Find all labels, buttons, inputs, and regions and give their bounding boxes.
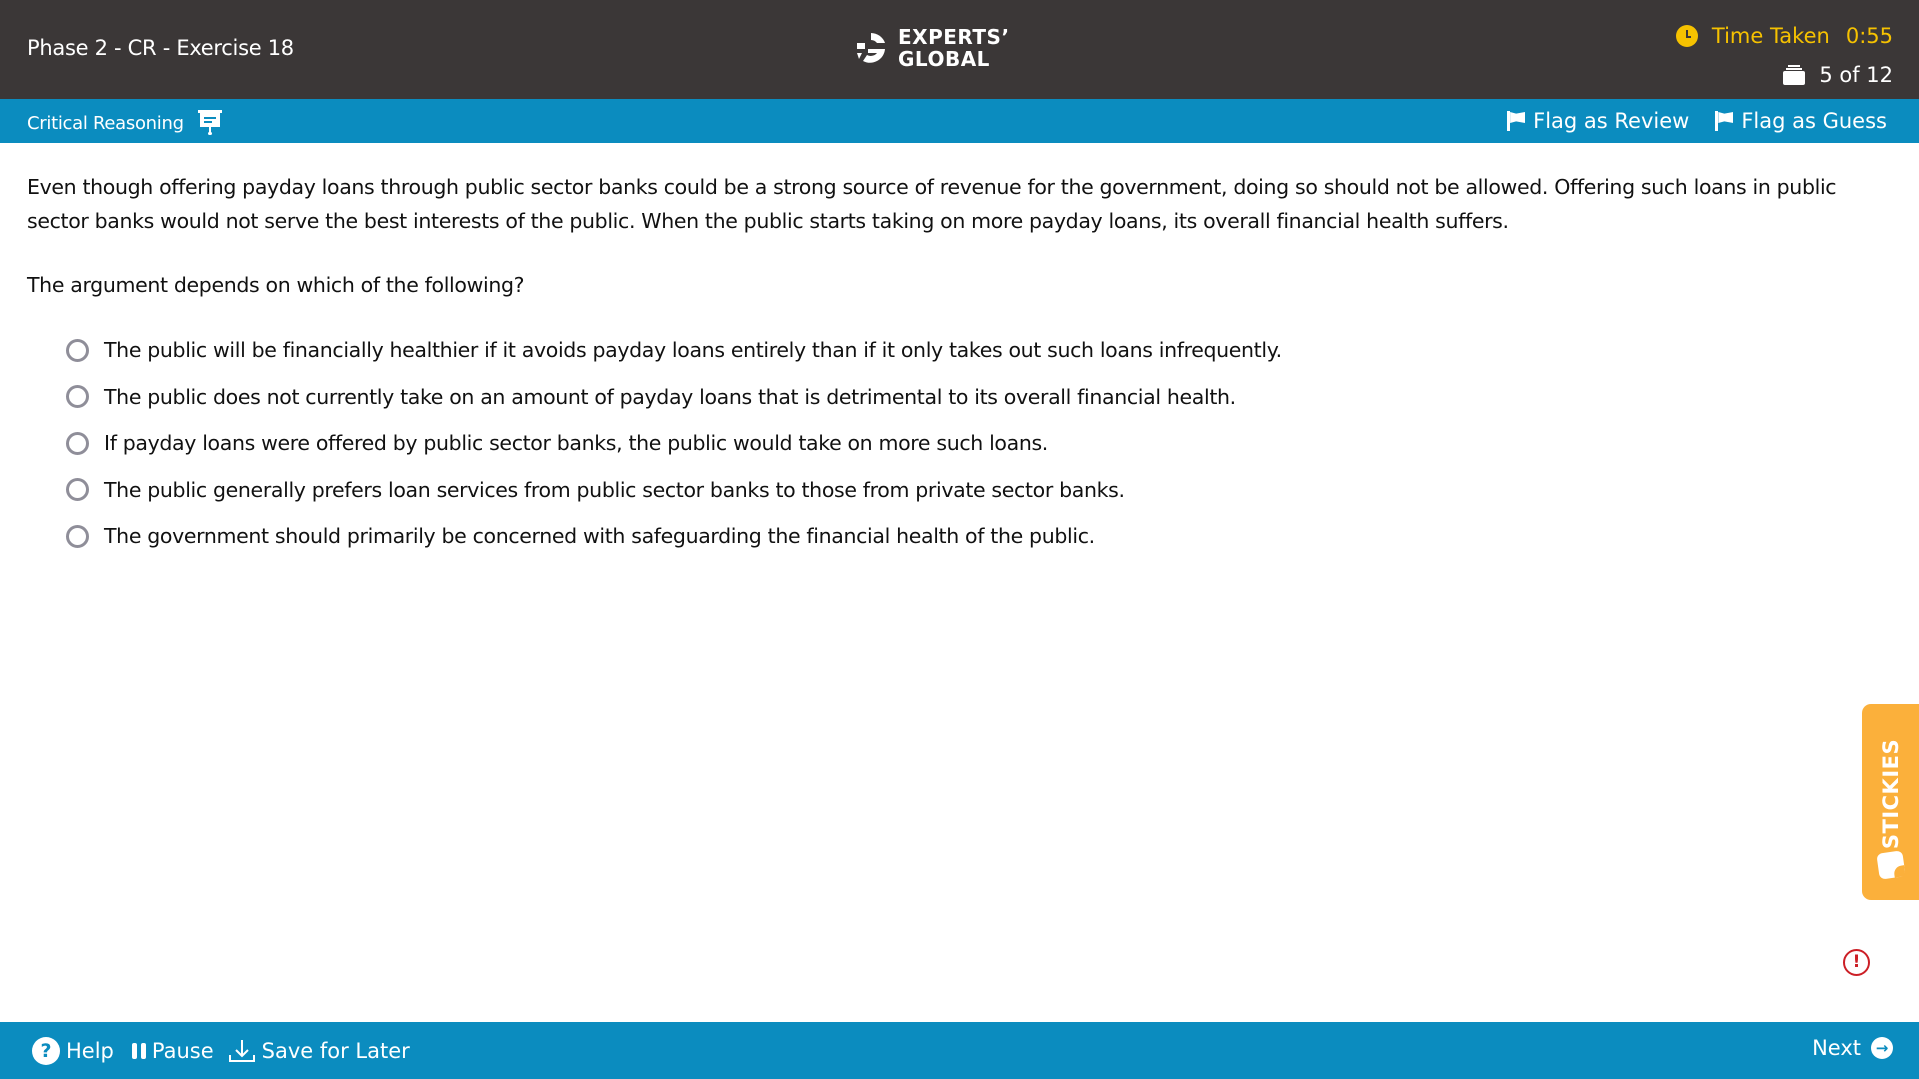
flag-icon [1715,111,1733,131]
top-header [0,0,1919,99]
pause-label: Pause [151,1039,214,1063]
answer-option-text: The public will be financially healthier if it avoids payday loans entirely than if it only takes out such loans infrequently. [104,338,1282,363]
report-error-icon[interactable]: ! [1843,949,1870,976]
question-counter [1783,63,1893,87]
section-name: Critical Reasoning [27,112,184,134]
flag-icon [1507,111,1525,131]
flag-as-guess-button[interactable] [1715,109,1887,133]
clock-icon [1676,25,1698,47]
flag-as-guess-label: Flag as Guess [1741,109,1887,133]
help-label: Help [66,1039,114,1063]
answer-option-text: If payday loans were offered by public sector banks, the public would take on more such loans. [104,431,1048,456]
logo-mark-icon [854,30,888,66]
answer-option-text: The public generally prefers loan services from public sector banks to those from private sector banks. [104,477,1125,502]
radio-button[interactable] [66,385,89,408]
help-button[interactable] [32,1037,114,1065]
answer-options [66,327,1282,560]
answer-option-d[interactable] [66,467,1282,514]
save-for-later-label: Save for Later [261,1039,410,1063]
radio-button[interactable] [66,478,89,501]
radio-button[interactable] [66,525,89,548]
save-for-later-button[interactable] [228,1038,410,1064]
question-passage: Even though offering payday loans through public sector banks could be a strong source of revenue for the government, doing so should not be allowed. Offering such loans in public sector banks would not serve the best interests of the public. When the public starts taking on more payday loans, its overall financial health suffers. [27,175,1837,233]
next-button[interactable] [1812,1036,1893,1060]
pause-button[interactable] [128,1039,214,1063]
stickies-label: STICKIES [1879,738,1903,850]
help-icon: ? [32,1037,60,1065]
logo-text [898,26,1010,70]
logo-line-2: GLOBAL [898,47,990,71]
answer-option-b[interactable] [66,374,1282,421]
pause-icon [132,1043,146,1059]
bottom-toolbar [0,1022,1919,1079]
section-label [27,110,222,136]
radio-button[interactable] [66,432,89,455]
time-taken-value: 0:55 [1845,24,1893,48]
answer-option-text: The public does not currently take on an amount of payday loans that is detrimental to its overall financial health. [104,384,1236,409]
time-taken-label: Time Taken [1711,24,1830,48]
next-label: Next [1812,1036,1861,1060]
answer-option-a[interactable] [66,327,1282,374]
presentation-board-icon[interactable] [198,110,222,136]
footer-controls [32,1037,424,1065]
logo-line-1: EXPERTS’ [898,25,1010,49]
flag-as-review-label: Flag as Review [1533,109,1690,133]
flag-controls [1507,109,1887,133]
experts-global-logo [854,26,1010,70]
flag-as-review-button[interactable] [1507,109,1689,133]
download-icon [228,1038,256,1064]
stickies-tab[interactable] [1862,704,1919,900]
exercise-title: Phase 2 - CR - Exercise 18 [27,36,294,60]
time-taken [1676,24,1893,48]
arrow-right-circle-icon: → [1871,1037,1893,1059]
question-prompt: The argument depends on which of the following? [27,273,525,297]
question-counter-text: 5 of 12 [1819,63,1893,87]
sticky-note-icon [1876,850,1905,879]
radio-button[interactable] [66,339,89,362]
answer-option-c[interactable] [66,420,1282,467]
stack-icon [1783,65,1805,85]
answer-option-e[interactable] [66,513,1282,560]
answer-option-text: The government should primarily be concerned with safeguarding the financial health of the public. [104,524,1095,549]
section-bar [0,99,1919,143]
